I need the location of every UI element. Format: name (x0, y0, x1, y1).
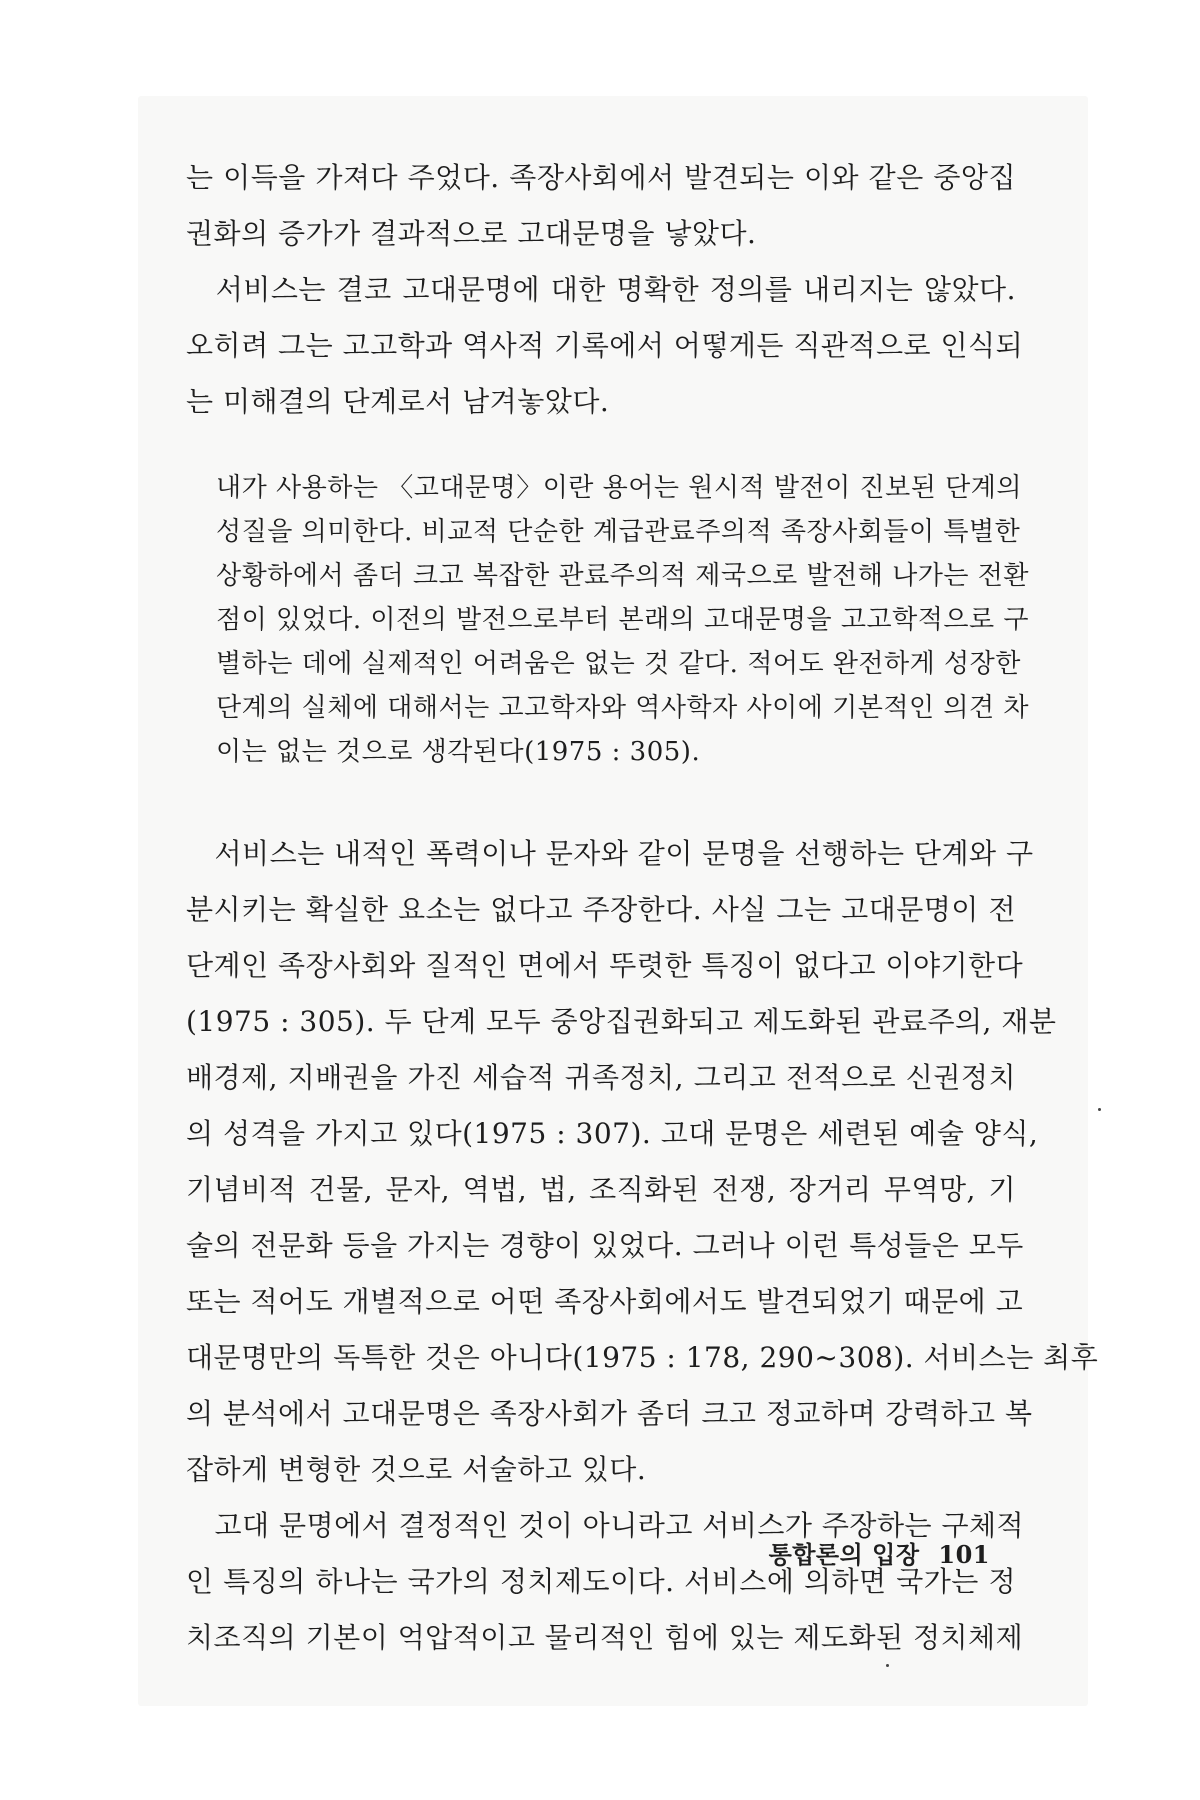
running-title: 통합론의 입장 (768, 1540, 920, 1569)
scan-speck (886, 1664, 889, 1667)
text-line: 잡하게 변형한 것으로 서술하고 있다. (186, 1453, 647, 1486)
quote-line: 성질을 의미한다. 비교적 단순한 계급관료주의적 족장사회들이 특별한 (216, 517, 1021, 547)
page-number: 101 (938, 1540, 990, 1569)
text-line: 단계인 족장사회와 질적인 면에서 뚜렷한 특징이 없다고 이야기한다 (186, 949, 1024, 982)
text-line: 고대 문명에서 결정적인 것이 아니라고 서비스가 주장하는 구체적 (186, 1509, 1025, 1542)
quote-line: 내가 사용하는 〈고대문명〉이란 용어는 원시적 발전이 진보된 단계의 (216, 473, 1022, 503)
text-line: 는 이득을 가져다 주었다. 족장사회에서 발견되는 이와 같은 중앙집 (186, 161, 1016, 194)
text-line: 기념비적 건물, 문자, 역법, 법, 조직화된 전쟁, 장거리 무역망, 기 (186, 1173, 1016, 1206)
quote-line: 상황하에서 좀더 크고 복잡한 관료주의적 제국으로 발전해 나가는 전환 (216, 561, 1029, 591)
text-line: 대문명만의 독특한 것은 아니다(1975 : 178, 290~308). 서비스는 최후 (186, 1341, 1099, 1374)
text-line: 는 미해결의 단계로서 남겨놓았다. (186, 385, 610, 418)
block-quote (186, 466, 1029, 774)
text-line: 인 특징의 하나는 국가의 정치제도이다. 서비스에 의하면 국가는 정 (186, 1565, 1016, 1598)
quote-line: 별하는 데에 실제적인 어려움은 없는 것 같다. 적어도 완전하게 성장한 (216, 649, 1021, 679)
scan-speck (1098, 1108, 1101, 1111)
text-line: 또는 적어도 개별적으로 어떤 족장사회에서도 발견되었기 때문에 고 (186, 1285, 1024, 1318)
text-line: 권화의 증가가 결과적으로 고대문명을 낳았다. (186, 217, 757, 250)
quote-line: 점이 있었다. 이전의 발전으로부터 본래의 고대문명을 고고학적으로 구 (216, 605, 1029, 635)
text-line: 술의 전문화 등을 가지는 경향이 있었다. 그러나 이런 특성들은 모두 (186, 1229, 1024, 1262)
text-line: (1975 : 305). 두 단계 모두 중앙집권화되고 제도화된 관료주의, 재분 (186, 1005, 1057, 1038)
text-line: 치조직의 기본이 억압적이고 물리적인 힘에 있는 제도화된 정치체제 (186, 1621, 1024, 1654)
paragraph (186, 826, 1099, 1498)
paragraph (186, 1498, 1025, 1666)
text-line: 의 성격을 가지고 있다(1975 : 307). 고대 문명은 세련된 예술 양식, (186, 1117, 1039, 1150)
text-line: 분시키는 확실한 요소는 없다고 주장한다. 사실 그는 고대문명이 전 (186, 893, 1016, 926)
text-line: 서비스는 내적인 폭력이나 문자와 같이 문명을 선행하는 단계와 구 (186, 837, 1034, 870)
paragraph (186, 150, 1016, 262)
text-line: 오히려 그는 고고학과 역사적 기록에서 어떻게든 직관적으로 인식되 (186, 329, 1024, 362)
text-line: 배경제, 지배권을 가진 세습적 귀족정치, 그리고 전적으로 신권정치 (186, 1061, 1016, 1094)
quote-line: 단계의 실체에 대해서는 고고학자와 역사학자 사이에 기본적인 의견 차 (216, 693, 1029, 723)
page-footer (769, 1535, 990, 1570)
page-body (186, 150, 1099, 1666)
quote-line: 이는 없는 것으로 생각된다(1975 : 305). (216, 737, 701, 767)
paragraph (186, 262, 1024, 430)
text-line: 서비스는 결코 고대문명에 대한 명확한 정의를 내리지는 않았다. (186, 273, 1016, 306)
text-line: 의 분석에서 고대문명은 족장사회가 좀더 크고 정교하며 강력하고 복 (186, 1397, 1033, 1430)
